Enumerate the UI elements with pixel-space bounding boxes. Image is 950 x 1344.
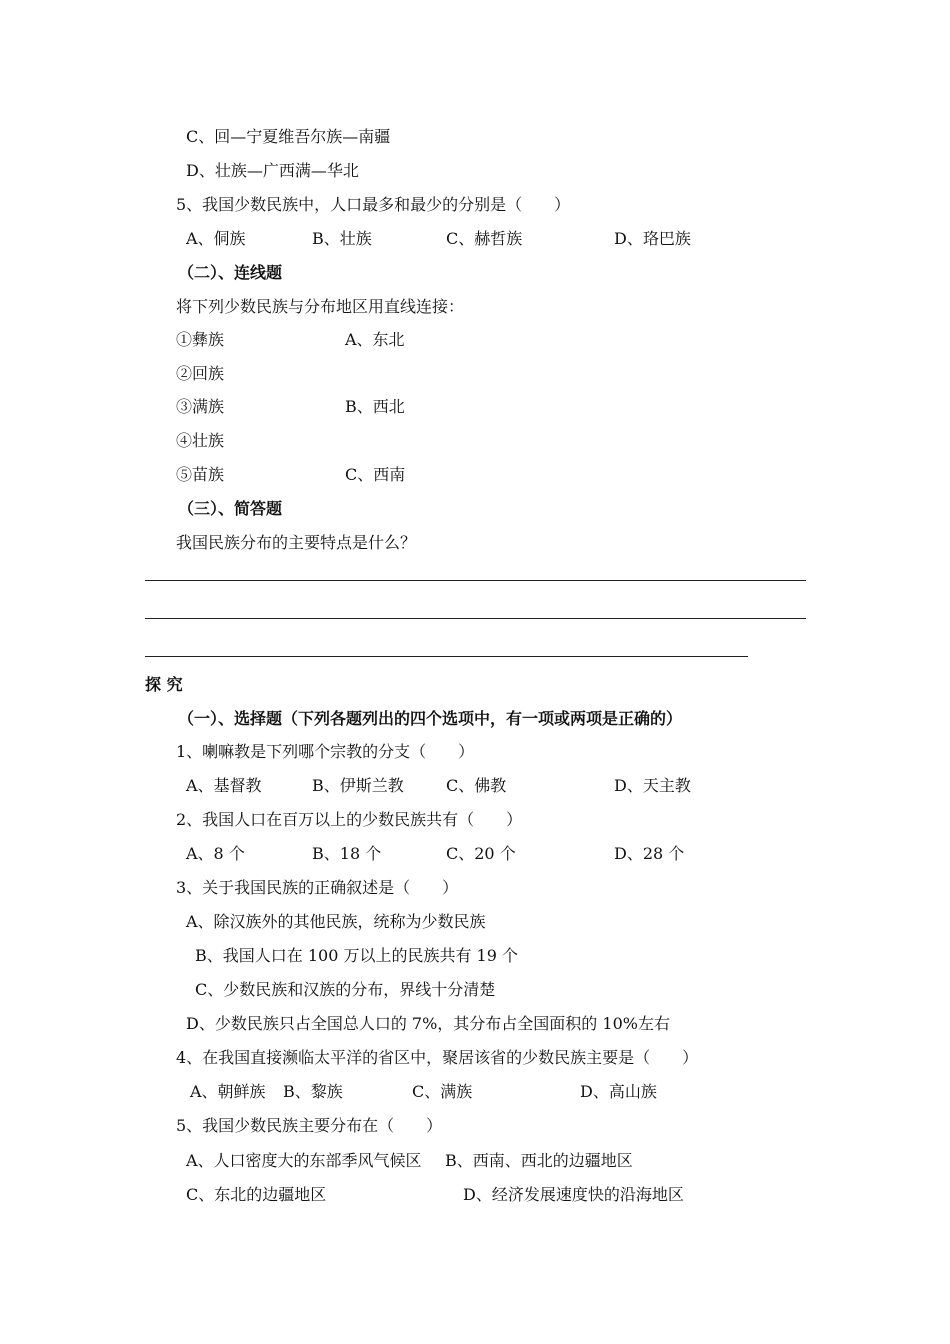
explore-q4-option-a: A、朝鲜族 — [190, 1082, 266, 1101]
answer-line-2 — [145, 618, 806, 619]
matching-left-1: ①彝族 — [176, 330, 225, 349]
explore-title: 探 究 — [145, 675, 183, 694]
matching-left-4: ④壮族 — [176, 431, 225, 450]
q5-option-a: A、侗族 — [186, 229, 246, 248]
matching-right-b: B、西北 — [345, 397, 405, 416]
explore-q1-option-a: A、基督教 — [186, 776, 262, 795]
q5-question: 5、我国少数民族中，人口最多和最少的分别是（ ） — [176, 195, 571, 214]
explore-q2-option-d: D、28 个 — [614, 844, 685, 863]
matching-right-a: A、东北 — [345, 330, 405, 349]
matching-left-2: ②回族 — [176, 364, 225, 383]
matching-instruction: 将下列少数民族与分布地区用直线连接： — [176, 297, 465, 316]
explore-q1-option-d: D、天主教 — [614, 776, 691, 795]
explore-q4-option-c: C、满族 — [412, 1082, 473, 1101]
explore-q5-option-d: D、经济发展速度快的沿海地区 — [463, 1185, 684, 1204]
q4-option-d: D、壮族—广西满—华北 — [186, 161, 359, 180]
explore-q4-option-d: D、高山族 — [580, 1082, 657, 1101]
answer-line-3 — [145, 656, 748, 657]
explore-q3-option-d: D、少数民族只占全国总人口的 7%，其分布占全国面积的 10%左右 — [186, 1014, 670, 1033]
q5-option-d: D、珞巴族 — [614, 229, 691, 248]
explore-q2-option-a: A、8 个 — [186, 844, 245, 863]
explore-q5-question: 5、我国少数民族主要分布在（ ） — [176, 1116, 443, 1135]
explore-q5-option-a: A、人口密度大的东部季风气候区 — [186, 1151, 422, 1170]
explore-q3-option-c: C、少数民族和汉族的分布，界线十分清楚 — [195, 980, 496, 999]
short-answer-question: 我国民族分布的主要特点是什么？ — [176, 533, 417, 552]
explore-q4-question: 4、在我国直接濒临太平洋的省区中，聚居该省的少数民族主要是（ ） — [176, 1048, 699, 1067]
matching-left-5: ⑤苗族 — [176, 465, 225, 484]
explore-q3-option-b: B、我国人口在 100 万以上的民族共有 19 个 — [195, 946, 519, 965]
explore-q5-option-c: C、东北的边疆地区 — [186, 1185, 327, 1204]
q4-option-c: C、回—宁夏维吾尔族—南疆 — [186, 127, 391, 146]
answer-line-1 — [145, 580, 806, 581]
q5-option-c: C、赫哲族 — [446, 229, 523, 248]
short-answer-heading: （三）、简答题 — [178, 499, 283, 518]
explore-q2-option-c: C、20 个 — [446, 844, 516, 863]
explore-q2-option-b: B、18 个 — [312, 844, 382, 863]
explore-q1-option-b: B、伊斯兰教 — [312, 776, 404, 795]
q5-option-b: B、壮族 — [312, 229, 372, 248]
explore-q1-question: 1、喇嘛教是下列哪个宗教的分支（ ） — [176, 742, 475, 761]
matching-right-c: C、西南 — [345, 465, 406, 484]
matching-heading: （二）、连线题 — [178, 263, 283, 282]
explore-q3-question: 3、关于我国民族的正确叙述是（ ） — [176, 878, 459, 897]
explore-q1-option-c: C、佛教 — [446, 776, 507, 795]
explore-q2-question: 2、我国人口在百万以上的少数民族共有（ ） — [176, 810, 523, 829]
matching-left-3: ③满族 — [176, 397, 225, 416]
explore-section-heading: （一）、选择题（下列各题列出的四个选项中，有一项或两项是正确的） — [178, 709, 683, 728]
explore-q5-option-b: B、西南、西北的边疆地区 — [445, 1151, 633, 1170]
explore-q4-option-b: B、黎族 — [283, 1082, 343, 1101]
explore-q3-option-a: A、除汉族外的其他民族，统称为少数民族 — [186, 912, 486, 931]
